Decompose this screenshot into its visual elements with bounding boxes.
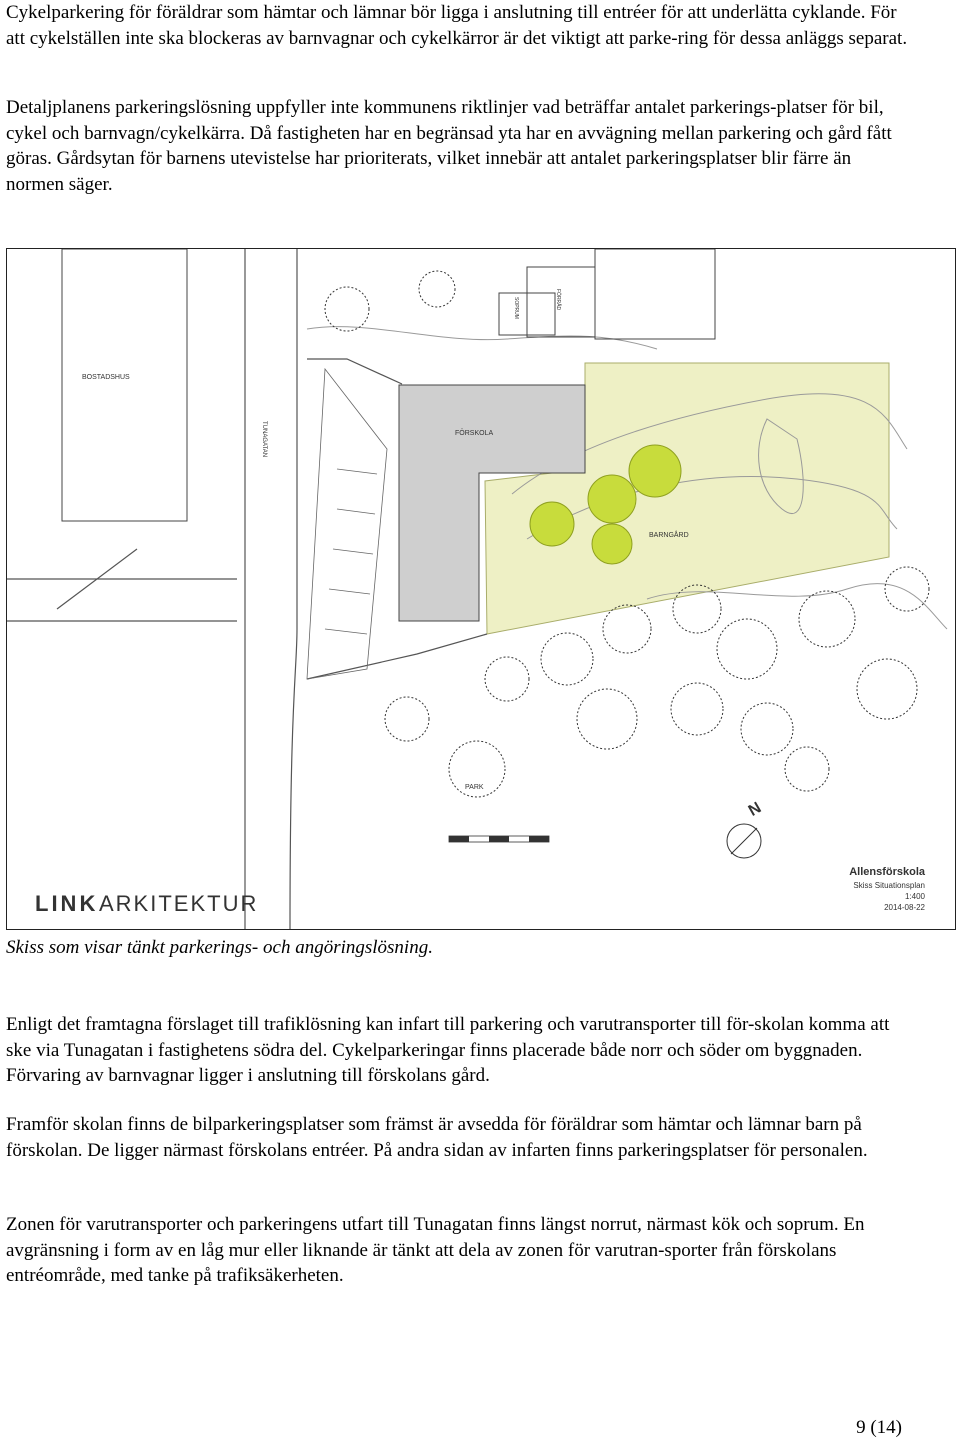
label-barngard: BARNGÅRD: [649, 532, 689, 539]
scale-bar: [449, 836, 549, 842]
page-number: 9 (14): [856, 1417, 902, 1438]
project-name: Allensförskola: [849, 866, 925, 878]
label-forskola: FÖRSKOLA: [455, 430, 494, 437]
sheet-name: Skiss Situationsplan: [853, 881, 925, 890]
paragraph-bicycle-parking: Cykelparkering för föräldrar som hämtar och lämnar bör ligga i anslutning till entréer för att underlätta cyklande. För att cykelställen inte ska blockeras av barnvagnar och cykelkärror är det viktigt att parke-ring för dessa anläggs separat.: [6, 2, 908, 49]
label-park: PARK: [465, 784, 484, 791]
parking-area: [307, 369, 387, 679]
north-arrow: [727, 799, 764, 858]
link-arkitektur-logo: [35, 891, 258, 916]
sheet-scale: 1:400: [904, 892, 925, 901]
label-bostadshus: BOSTADSHUS: [82, 374, 130, 381]
building-north-3: [595, 249, 715, 339]
label-soprum: SOPRUM: [513, 297, 519, 319]
svg-text:ARKITEKTUR: ARKITEKTUR: [99, 891, 259, 916]
figure-caption: Skiss som visar tänkt parkerings- och angöringslösning.: [6, 937, 433, 958]
paragraph-detailed-plan: Detaljplanens parkeringslösning uppfyller inte kommunens riktlinjer vad beträffar antalet parkerings-platser för bil, cykel och barnvagn/cykelkärra. Då fastigheten har en begränsad yta har en avvägning mellan parkering och gård fått göras. Gårdsytan för barnens utevistelse har prioriterats, vilket innebär att antalet parkeringsplatser blir färre än normen säger.: [6, 97, 892, 195]
paragraph-traffic-proposal: Enligt det framtagna förslaget till trafiklösning kan infart till parkering och varutransporter till för-skolan komma att ske via Tunagatan i fastighetens södra del. Cykelparkeringar finns placerade både norr och söder om byggnaden. Förvaring av barnvagnar ligger i anslutning till förskolans gård.: [6, 1014, 890, 1086]
north-label: N: [745, 799, 765, 820]
label-forrad: FÖRRÅD: [555, 289, 561, 311]
title-block: [849, 866, 926, 912]
site-plan-drawing: [7, 249, 955, 929]
label-tunagatan: TUNAGATAN: [261, 421, 267, 458]
paragraph-delivery-zone: Zonen för varutransporter och parkeringens utfart till Tunagatan finns längst norrut, närmast kök och soprum. En avgränsning i form av en låg mur eller liknande är tänkt att dela av zonen för varutran-sporter från förskolans entréområde, med tanke på trafiksäkerheten.: [6, 1214, 865, 1286]
site-plan-figure: [6, 248, 956, 930]
svg-text:LINK: LINK: [35, 891, 99, 916]
sheet-date: 2014-08-22: [884, 903, 925, 912]
building-bostadshus: [62, 249, 187, 521]
paragraph-parking-front: Framför skolan finns de bilparkeringsplatser som främst är avsedda för föräldrar som hämtar och lämnar barn på förskolan. De ligger närmast förskolans entréer. På andra sidan av infarten finns parkeringsplatser för personalen.: [6, 1114, 868, 1161]
